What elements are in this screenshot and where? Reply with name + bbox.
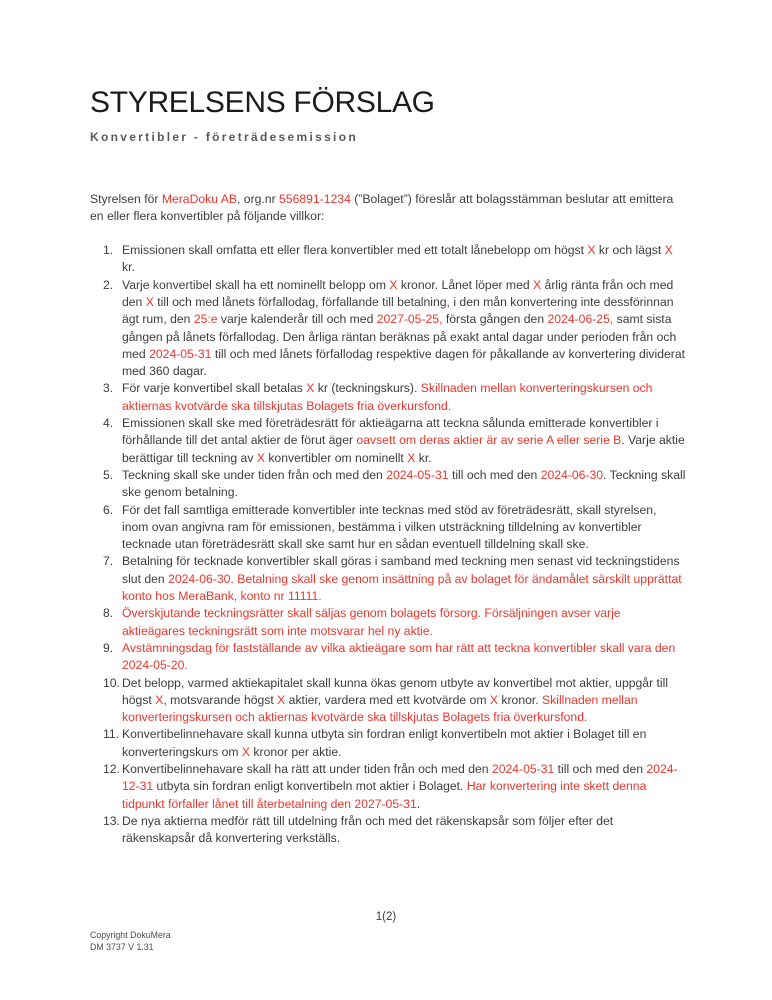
highlighted-run: 2024-06-30. Betalning skall ske genom insättning på av bolaget för ändamålet särskilt upprättat konto hos MeraBank, konto nr 11111.	[122, 571, 682, 604]
text-run: årlig ränta från och med den	[122, 277, 674, 309]
list-item	[90, 242, 686, 277]
highlighted-run: 2024-05-31	[491, 762, 555, 776]
item-text	[122, 502, 686, 554]
list-item	[90, 277, 686, 381]
item-text	[122, 277, 686, 381]
list-item	[90, 553, 686, 605]
highlighted-run: Avstämningsdag för fastställande av vilka aktieägare som har rätt att teckna konvertibler skall vara den 2024-05-20.	[122, 640, 676, 673]
highlighted-run: X	[241, 744, 251, 759]
text-run: Betalning för tecknade konvertibler skall göras i samband med teckning men senast vid teckningstidens slut den	[122, 554, 680, 586]
highlighted-run: X	[145, 294, 154, 309]
text-run: Styrelsen för	[90, 191, 162, 206]
item-number: 12.	[103, 762, 120, 776]
text-run: kronor. Lånet löper med	[397, 277, 534, 292]
list-item	[90, 605, 686, 640]
text-run: kronor per aktie.	[250, 744, 342, 759]
text-run: kr och lägst	[595, 243, 665, 258]
text-run: Emissionen skall ske med företrädesrätt för aktieägarna att teckna sålunda emitterade konvertibler i förhållande till det antal aktier de förut äger	[122, 416, 659, 448]
text-run: Varje konvertibel skall ha ett nominellt belopp om	[122, 277, 390, 292]
highlighted-run: Skillnaden mellan konverteringskursen och aktiernas kvotvärde ska tillskjutas Bolagets fria överkursfond.	[122, 692, 638, 725]
text-run: aktier, vardera med ett kvotvärde om	[285, 692, 490, 707]
text-run: , motsvarande högst	[163, 692, 278, 707]
highlighted-run: X	[277, 692, 286, 707]
list-item	[90, 467, 686, 502]
highlighted-run: X	[533, 277, 542, 292]
highlighted-run: 2024-05-31	[386, 467, 449, 482]
highlighted-run: Skillnaden mellan konverteringskursen och aktiernas kvotvärde ska tillskjutas Bolagets fria överkursfond.	[122, 381, 653, 413]
highlighted-run: X	[256, 450, 265, 465]
list-item	[90, 380, 686, 415]
text-run: samt sista gången på lånets förfallodag. Den årliga räntan beräknas på exakt antal dagar under perioden från och med	[122, 312, 677, 361]
text-run: . Teckning skall ske genom betalning.	[122, 467, 686, 500]
text-run: Emissionen skall omfatta ett eller flera konvertibler med ett totalt lånebelopp om högst	[122, 243, 588, 258]
text-run: Det belopp, varmed aktiekapitalet skall kunna ökas genom utbyte av konvertibel mot aktier, uppgår till högst	[122, 675, 669, 707]
page-number: 1(2)	[375, 911, 397, 923]
item-number: 8.	[103, 606, 114, 621]
highlighted-run: 2024-12-31	[122, 762, 678, 794]
highlighted-run: X	[664, 243, 673, 258]
highlighted-run: 2024-06-25,	[547, 312, 614, 327]
item-text	[122, 640, 686, 675]
item-text	[122, 726, 686, 761]
text-run: .	[416, 796, 421, 811]
text-run: kr.	[122, 260, 135, 275]
highlighted-run: Har konvertering inte skett denna tidpunkt förfaller lånet till återbetalning den 2027-05-31	[122, 779, 647, 811]
text-run: , org.nr	[237, 191, 280, 206]
text-run: Teckning skall ske under tiden från och med den	[122, 467, 387, 482]
item-number: 2.	[103, 277, 114, 292]
list-item	[90, 640, 686, 675]
highlighted-run: Överskjutande teckningsrätter skall säljas genom bolagets försorg. Försäljningen avser varje aktieägares teckningsrätt som inte motsvarar hel ny aktie.	[122, 606, 621, 638]
highlighted-run: X	[489, 692, 499, 707]
item-text	[122, 813, 686, 848]
text-run: (”Bolaget”) föreslår att bolagsstämman beslutar att emittera en eller flera konvertibler på följande villkor:	[90, 191, 674, 223]
text-run: till och med den	[448, 467, 541, 482]
item-number: 10.	[103, 675, 120, 690]
text-run: För varje konvertibel skall betalas	[122, 381, 307, 396]
highlighted-run: 556891-1234	[279, 191, 351, 206]
highlighted-run: X	[587, 243, 596, 258]
intro-paragraph	[90, 191, 682, 226]
list-item	[90, 813, 686, 848]
item-number: 11.	[103, 727, 120, 742]
highlighted-run: 2027-05-25,	[376, 312, 443, 327]
text-run: utbyta sin fordran enligt konvertibeln mot aktier i Bolaget.	[153, 779, 467, 794]
text-run: De nya aktierna medför rätt till utdelning från och med det räkenskapsår som följer efter det räkenskapsår då konvertering verkställs.	[122, 813, 614, 846]
text-run: till och med lånets förfallodag respektive dagen för påkallande av konvertering dividerat med 360 dagar.	[122, 346, 686, 379]
highlighted-run: oavsett om deras aktier är av serie A eller serie B	[356, 433, 622, 448]
item-number: 9.	[103, 640, 114, 655]
list-item	[90, 726, 686, 761]
text-run: till och med lånets förfallodag, förfallande till betalning, i den mån konvertering inte dessförinnan ägt rum, den	[122, 294, 674, 327]
text-run: Konvertibelinnehavare skall kunna utbyta sin fordran enligt konvertibeln mot aktier i Bolaget till en konverteringskurs om	[122, 727, 647, 759]
item-text	[122, 415, 686, 467]
document-version: DM 3737 V 1.31	[90, 941, 154, 952]
item-text	[122, 380, 686, 415]
item-number: 4.	[103, 416, 114, 431]
highlighted-run: MeraDoku AB	[161, 191, 238, 206]
text-run: kr.	[415, 450, 432, 465]
list-item	[90, 675, 686, 727]
item-number: 3.	[103, 381, 114, 396]
item-text	[122, 553, 686, 605]
text-run: första gången den	[442, 312, 548, 327]
item-text	[122, 467, 686, 502]
text-run: till och med den	[554, 762, 647, 776]
highlighted-run: 25:e	[193, 312, 218, 327]
list-item	[90, 502, 686, 554]
list-item	[90, 761, 686, 813]
highlighted-run: X	[389, 277, 398, 292]
list-item	[90, 415, 686, 467]
copyright-block	[90, 930, 171, 953]
text-run: kr (teckningskurs).	[314, 381, 421, 396]
highlighted-run: X	[306, 381, 315, 396]
item-text	[122, 605, 686, 640]
document-subtitle: Konvertibler - företrädesemission	[90, 129, 358, 144]
document-title: STYRELSENS FÖRSLAG	[90, 86, 435, 119]
copyright-line: Copyright DokuMera	[90, 930, 171, 940]
item-number: 1.	[103, 243, 114, 258]
text-run: konvertibler om nominellt	[264, 450, 408, 465]
item-text	[122, 675, 686, 727]
item-number: 6.	[103, 502, 114, 517]
text-run: För det fall samtliga emitterade konvertibler inte tecknas med stöd av företrädesrätt, skall styrelsen, inom ovan angivna ram för emissionen, bestämma i vilken utsträckning tilldelning av konvertibler tecknade utan företrädesrätt skall ske samt hur en sådan eventuell tilldelning skall ske.	[122, 502, 657, 552]
text-run: Konvertibelinnehavare skall ha rätt att under tiden från och med den	[122, 762, 492, 776]
text-run: varje kalenderår till och med	[217, 312, 377, 327]
item-number: 13.	[103, 813, 120, 828]
item-number: 7.	[103, 554, 114, 569]
item-number: 5.	[103, 467, 114, 482]
text-run: . Varje aktie berättigar till teckning av	[122, 433, 685, 465]
highlighted-run: X	[155, 692, 164, 707]
highlighted-run: X	[407, 450, 416, 465]
terms-list	[90, 242, 686, 847]
highlighted-run: 2024-05-31	[149, 346, 212, 361]
item-text	[122, 761, 686, 813]
item-text	[122, 242, 686, 277]
highlighted-run: 2024-06-30	[540, 467, 604, 482]
text-run: kronor.	[498, 692, 543, 707]
